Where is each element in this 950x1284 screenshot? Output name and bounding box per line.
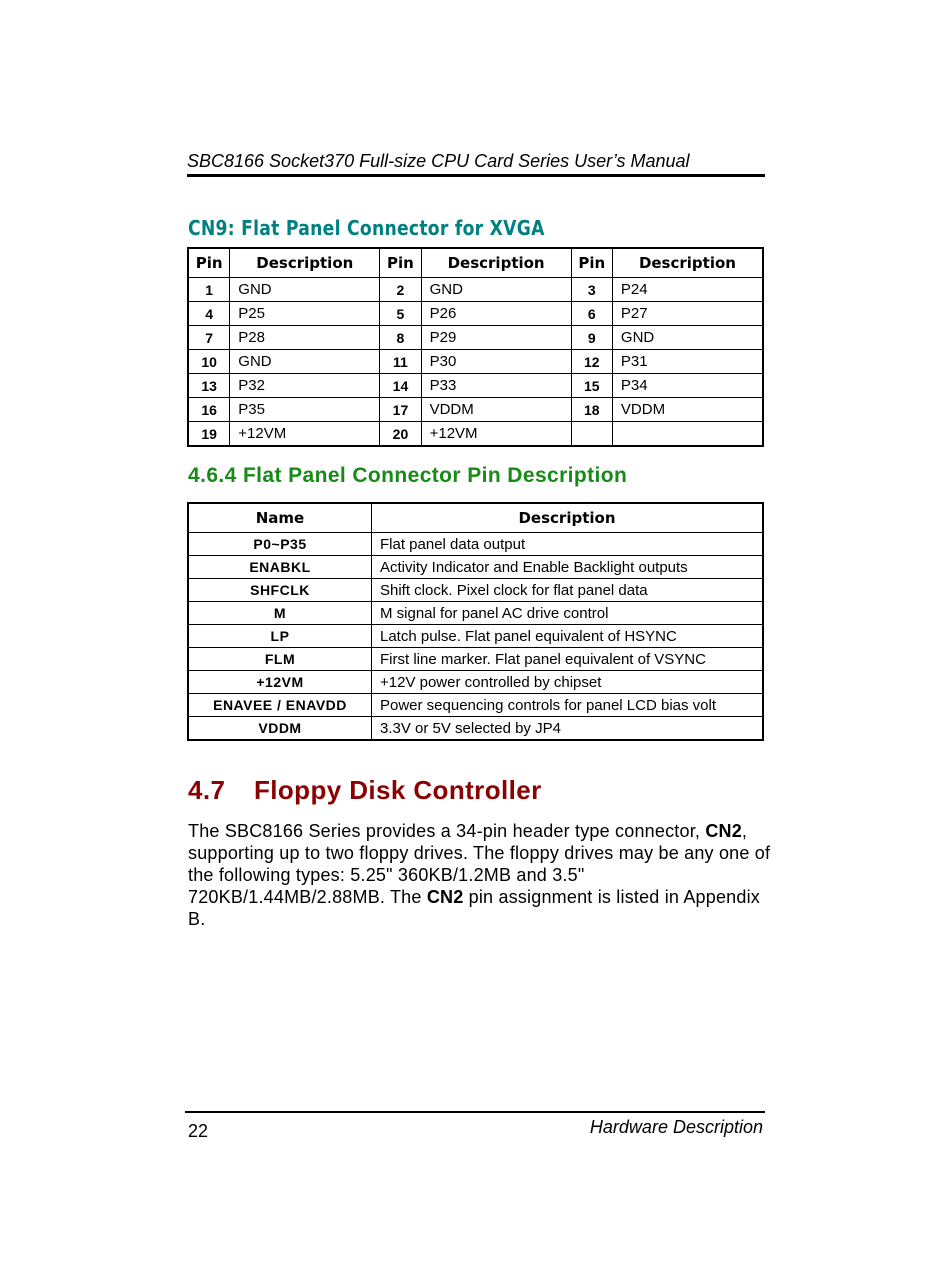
signal-name-cell: ENABKL xyxy=(188,556,372,579)
pin-description-cell: +12VM xyxy=(230,422,380,447)
pin-description-cell: P25 xyxy=(230,302,380,326)
column-header: Description xyxy=(612,248,763,278)
table-row xyxy=(188,422,763,447)
connector-name: CN2 xyxy=(426,887,464,907)
table-row xyxy=(188,717,763,741)
pin-description-table xyxy=(187,502,764,741)
pin-description-cell: P26 xyxy=(421,302,571,326)
section-heading xyxy=(188,775,542,806)
table-row xyxy=(188,302,763,326)
page-number: 22 xyxy=(188,1121,209,1141)
table-row xyxy=(188,278,763,302)
section-title: Floppy Disk Controller xyxy=(254,775,542,805)
pin-description-cell: P24 xyxy=(612,278,763,302)
pin-number-cell xyxy=(571,422,612,447)
table-row xyxy=(188,556,763,579)
pin-number-cell: 19 xyxy=(188,422,230,447)
pin-description-cell: P35 xyxy=(230,398,380,422)
cn9-table-title: CN9: Flat Panel Connector for XVGA xyxy=(188,216,545,240)
table-row xyxy=(188,326,763,350)
paragraph-text: The SBC8166 Series provides a 34-pin header type connector, xyxy=(188,821,706,841)
signal-description-cell: Activity Indicator and Enable Backlight outputs xyxy=(372,556,764,579)
pin-description-cell: VDDM xyxy=(612,398,763,422)
signal-name-cell: M xyxy=(188,602,372,625)
signal-name-cell: P0~P35 xyxy=(188,533,372,556)
pin-number-cell: 2 xyxy=(380,278,421,302)
paragraph-text: pin assignment is listed in Appendix B. xyxy=(188,887,760,929)
pin-number-cell: 9 xyxy=(571,326,612,350)
table-row xyxy=(188,579,763,602)
pin-number-cell: 5 xyxy=(380,302,421,326)
pin-description-cell: +12VM xyxy=(421,422,571,447)
pin-number-cell: 15 xyxy=(571,374,612,398)
pin-description-cell: P34 xyxy=(612,374,763,398)
page-header: SBC8166 Socket370 Full-size CPU Card Series User’s Manual xyxy=(187,150,765,177)
column-header: Pin xyxy=(188,248,230,278)
signal-name-cell: LP xyxy=(188,625,372,648)
column-header: Pin xyxy=(380,248,421,278)
pin-description-cell: VDDM xyxy=(421,398,571,422)
table-row xyxy=(188,533,763,556)
pin-description-cell: P30 xyxy=(421,350,571,374)
table-row xyxy=(188,694,763,717)
pin-number-cell: 14 xyxy=(380,374,421,398)
pin-number-cell: 3 xyxy=(571,278,612,302)
cn9-pin-table xyxy=(187,247,764,447)
pin-description-cell xyxy=(612,422,763,447)
pin-description-cell: GND xyxy=(230,350,380,374)
table-row xyxy=(188,625,763,648)
pin-description-cell: GND xyxy=(230,278,380,302)
pin-number-cell: 7 xyxy=(188,326,230,350)
table-header-row xyxy=(188,248,763,278)
pin-number-cell: 10 xyxy=(188,350,230,374)
column-header: Description xyxy=(372,503,764,533)
signal-name-cell: ENAVEE / ENAVDD xyxy=(188,694,372,717)
signal-name-cell: SHFCLK xyxy=(188,579,372,602)
signal-description-cell: Power sequencing controls for panel LCD bias volt xyxy=(372,694,764,717)
pin-description-heading: 4.6.4 Flat Panel Connector Pin Description xyxy=(188,464,628,487)
pin-number-cell: 11 xyxy=(380,350,421,374)
table-row xyxy=(188,374,763,398)
pin-description-cell: GND xyxy=(421,278,571,302)
pin-number-cell: 17 xyxy=(380,398,421,422)
pin-number-cell: 20 xyxy=(380,422,421,447)
pin-description-cell: P27 xyxy=(612,302,763,326)
table-row xyxy=(188,398,763,422)
table-row xyxy=(188,350,763,374)
pin-number-cell: 6 xyxy=(571,302,612,326)
column-header: Pin xyxy=(571,248,612,278)
section-number: 4.7 xyxy=(188,775,226,805)
signal-description-cell: Latch pulse. Flat panel equivalent of HSYNC xyxy=(372,625,764,648)
signal-name-cell: +12VM xyxy=(188,671,372,694)
connector-name: CN2 xyxy=(705,821,742,841)
footer-section-name: Hardware Description xyxy=(589,1117,763,1137)
footer-divider xyxy=(185,1111,765,1113)
table-row xyxy=(188,602,763,625)
table-row xyxy=(188,671,763,694)
signal-description-cell: 3.3V or 5V selected by JP4 xyxy=(372,717,764,741)
pin-number-cell: 13 xyxy=(188,374,230,398)
pin-description-cell: P33 xyxy=(421,374,571,398)
pin-number-cell: 16 xyxy=(188,398,230,422)
signal-description-cell: M signal for panel AC drive control xyxy=(372,602,764,625)
table-row xyxy=(188,648,763,671)
signal-description-cell: First line marker. Flat panel equivalent of VSYNC xyxy=(372,648,764,671)
column-header: Description xyxy=(230,248,380,278)
paragraph-text: , supporting up to two floppy drives. The floppy drives may be any one of the following types: 5.25" 360KB/1.2MB and 3.5" 720KB/1.44MB/2.88MB. The xyxy=(188,821,771,907)
pin-number-cell: 12 xyxy=(571,350,612,374)
pin-description-cell: P29 xyxy=(421,326,571,350)
pin-number-cell: 4 xyxy=(188,302,230,326)
pin-number-cell: 1 xyxy=(188,278,230,302)
table-header-row xyxy=(188,503,763,533)
signal-name-cell: FLM xyxy=(188,648,372,671)
pin-number-cell: 8 xyxy=(380,326,421,350)
column-header: Name xyxy=(188,503,372,533)
signal-description-cell: Shift clock. Pixel clock for flat panel data xyxy=(372,579,764,602)
pin-description-cell: P28 xyxy=(230,326,380,350)
signal-description-cell: Flat panel data output xyxy=(372,533,764,556)
signal-description-cell: +12V power controlled by chipset xyxy=(372,671,764,694)
pin-description-cell: P31 xyxy=(612,350,763,374)
column-header: Description xyxy=(421,248,571,278)
body-paragraph xyxy=(188,820,778,930)
pin-number-cell: 18 xyxy=(571,398,612,422)
signal-name-cell: VDDM xyxy=(188,717,372,741)
pin-description-cell: P32 xyxy=(230,374,380,398)
pin-description-cell: GND xyxy=(612,326,763,350)
